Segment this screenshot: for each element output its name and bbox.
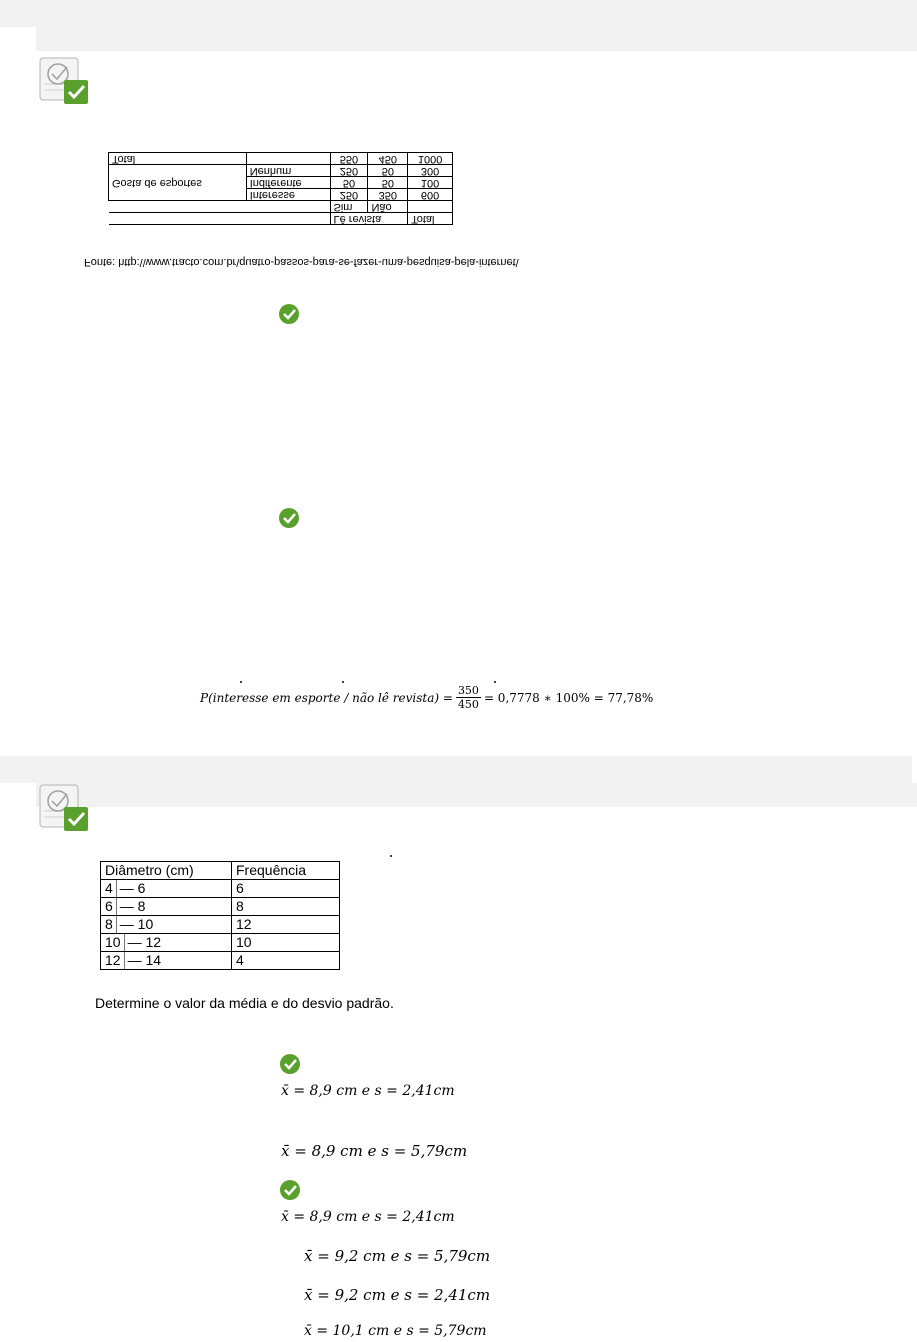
fraction-denominator: 450 [457, 698, 479, 711]
interval-cell: 6 — 8 [101, 898, 232, 916]
header-total: Total [408, 213, 453, 225]
cell: 100 [408, 177, 453, 189]
answer-option[interactable]: x̄ = 9,2 cm e s = 5,79cm [304, 1247, 491, 1265]
freq-cell: 10 [232, 934, 340, 952]
source-caption: Fonte: http:\\www.tracto.com.br\quatro-passos-para-se-fazer-uma-pesquisa-pela-internet\ [84, 256, 519, 268]
question-1-header-band-inner [36, 27, 917, 51]
cell: 1000 [408, 153, 453, 165]
freq-cell: 6 [232, 880, 340, 898]
correct-check-icon [278, 303, 300, 325]
task-check-icon [38, 781, 90, 833]
header-frequencia: Frequência [232, 862, 340, 880]
freq-cell: 8 [232, 898, 340, 916]
interval-cell: 10 — 12 [101, 934, 232, 952]
freq-cell: 12 [232, 916, 340, 934]
answer-option[interactable]: x̄ = 8,9 cm e s = 5,79cm [281, 1142, 468, 1160]
correct-check-icon [279, 1179, 301, 1201]
row-label: Interesse [246, 189, 330, 201]
correct-check-icon [278, 507, 300, 529]
header-group: Lê revista [330, 213, 408, 225]
cell: 50 [368, 177, 408, 189]
answer-option[interactable]: x̄ = 9,2 cm e s = 2,41cm [304, 1286, 491, 1304]
row-label: Nenhum [246, 165, 330, 177]
row-group-label: Gosta de esportes [109, 165, 247, 201]
cell: 350 [368, 189, 408, 201]
artifact-dot [390, 855, 392, 857]
formula-rhs: = 0,7778 ∗ 100% = 77,78% [483, 690, 654, 705]
cell: 50 [368, 165, 408, 177]
answer-option[interactable]: x̄ = 8,9 cm e s = 2,41cm [281, 1083, 455, 1099]
subheader-sim: Sim [330, 201, 368, 213]
row-label: Indiferente [246, 177, 330, 189]
probability-formula [200, 684, 653, 711]
fraction-numerator: 350 [457, 684, 479, 697]
question-1-header-band [0, 0, 917, 27]
interval-cell: 4 — 6 [101, 880, 232, 898]
freq-cell: 4 [232, 952, 340, 970]
task-check-icon [38, 54, 90, 106]
answer-option[interactable]: x̄ = 10,1 cm e s = 5,79cm [304, 1323, 487, 1339]
fraction [456, 684, 481, 711]
cell: 250 [330, 165, 368, 177]
cell: 300 [408, 165, 453, 177]
question-2-header-band-inner [36, 783, 917, 807]
sports-magazine-table [108, 152, 453, 225]
cell: 50 [330, 177, 368, 189]
cell: 550 [330, 153, 368, 165]
answer-option[interactable]: x̄ = 8,9 cm e s = 2,41cm [281, 1209, 455, 1225]
cell: 450 [368, 153, 408, 165]
total-row-label: Total [109, 153, 247, 165]
question-prompt: Determine o valor da média e do desvio padrão. [95, 995, 394, 1011]
question-2-header-band [0, 756, 912, 783]
subheader-nao: Não [368, 201, 408, 213]
correct-check-icon [279, 1053, 301, 1075]
cell: 600 [408, 189, 453, 201]
interval-cell: 8 — 10 [101, 916, 232, 934]
diameter-frequency-table [100, 861, 340, 970]
artifact-dot [342, 681, 344, 683]
cell: 250 [330, 189, 368, 201]
header-diametro: Diâmetro (cm) [101, 862, 232, 880]
interval-cell: 12 — 14 [101, 952, 232, 970]
artifact-dot [240, 681, 242, 683]
formula-lhs: P(interesse em esporte / não lê revista) = [200, 690, 453, 705]
artifact-dot [494, 681, 496, 683]
